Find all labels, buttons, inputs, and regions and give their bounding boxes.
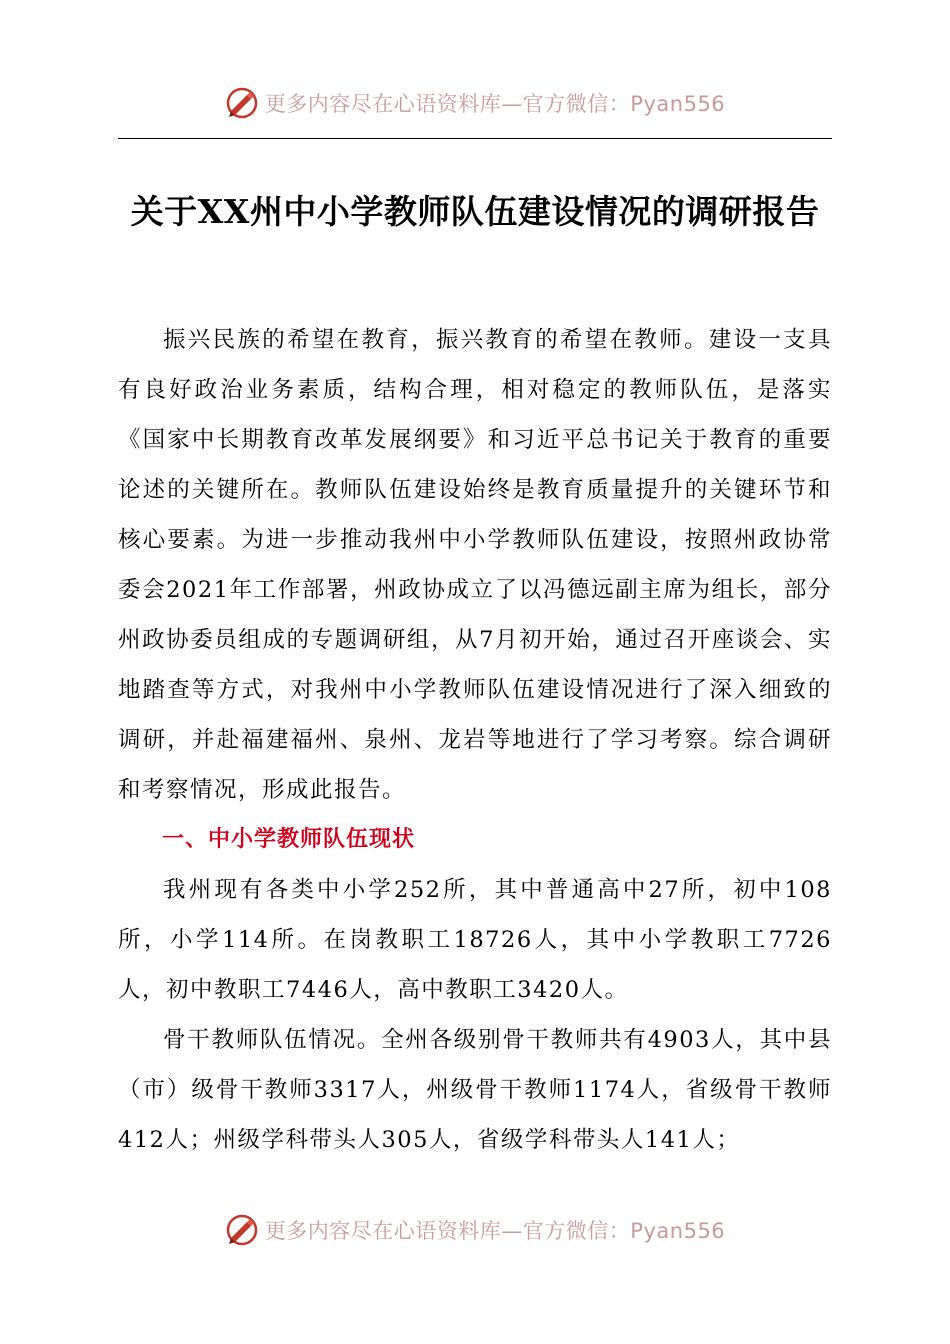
pen-logo-icon: [225, 1213, 259, 1247]
footer-watermark: [0, 1210, 950, 1250]
body-paragraph: 骨干教师队伍情况。全州各级别骨干教师共有4903人，其中县（市）级骨干教师3317人，州级骨干教师1174人，省级骨干教师412人；州级学科带头人305人，省级学科带头人141人；: [118, 1027, 832, 1153]
header-rule: [118, 138, 832, 139]
watermark-text: 更多内容尽在心语资料库—官方微信：Pyan556: [264, 1219, 726, 1243]
document-body: [118, 315, 832, 1165]
intro-paragraph: 振兴民族的希望在教育，振兴教育的希望在教师。建设一支具有良好政治业务素质，结构合理，相对稳定的教师队伍，是落实《国家中长期教育改革发展纲要》和习近平总书记关于教育的重要论述的关键所在。教师队伍建设始终是教育质量提升的关键环节和核心要素。为进一步推动我州中小学教师队伍建设，按照州政协常委会2021年工作部署，州政协成立了以冯德远副主席为组长，部分州政协委员组成的专题调研组，从7月初开始，通过召开座谈会、实地踏查等方式，对我州中小学教师队伍建设情况进行了深入细致的调研，并赴福建福州、泉州、龙岩等地进行了学习考察。综合调研和考察情况，形成此报告。: [118, 327, 832, 803]
pen-logo-icon: [225, 86, 259, 120]
section-heading: 一、中小学教师队伍现状: [162, 827, 416, 852]
body-paragraph: 我州现有各类中小学252所，其中普通高中27所，初中108所，小学114所。在岗教职工18726人，其中小学教职工7726人，初中教职工7446人，高中教职工3420人。: [118, 877, 832, 1003]
document-title: 关于XX州中小学教师队伍建设情况的调研报告: [130, 192, 820, 231]
watermark-text: 更多内容尽在心语资料库—官方微信：Pyan556: [264, 92, 726, 116]
header-watermark: [0, 83, 950, 123]
